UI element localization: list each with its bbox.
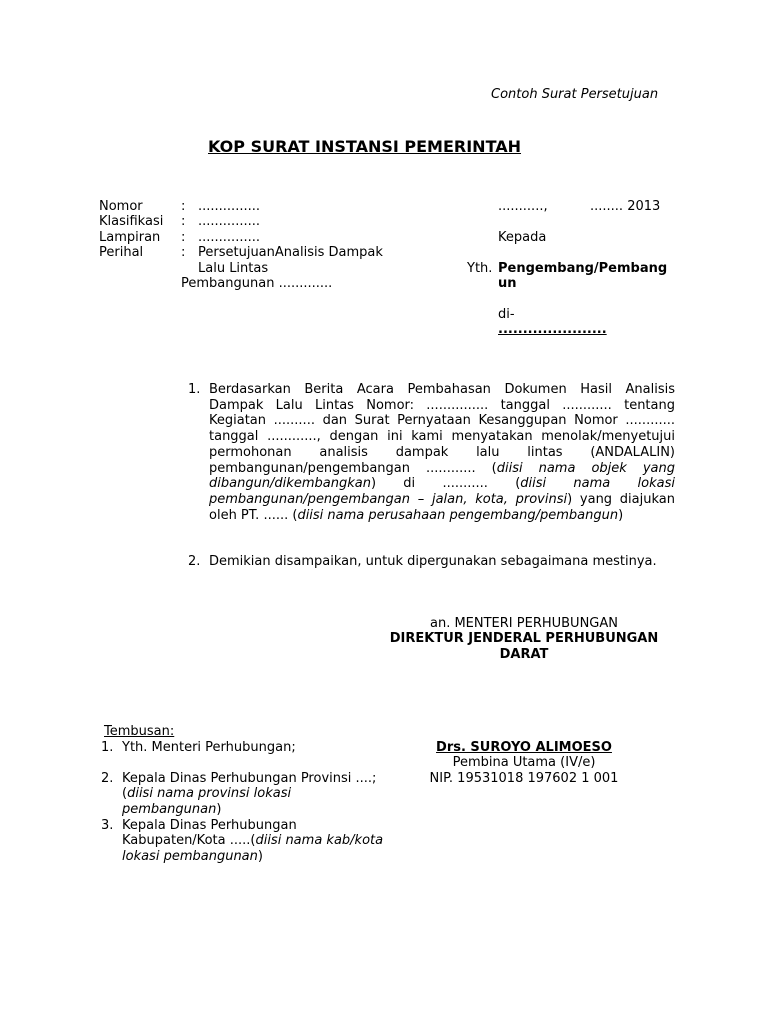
p1-text-f: diisi nama perusahaan pengembang/pembangun — [297, 507, 619, 523]
klasifikasi-value: ............... — [198, 214, 260, 229]
example-label: Contoh Surat Persetujuan — [491, 87, 659, 102]
tembusan-item2-number: 2. — [101, 771, 114, 786]
addressee-line2: un — [498, 276, 517, 291]
nomor-label: Nomor — [99, 199, 143, 214]
signatory-rank: Pembina Utama (IV/e) — [452, 755, 596, 770]
signature-position-line1: DIREKTUR JENDERAL PERHUBUNGAN — [389, 631, 659, 646]
tembusan-item3-line3-a: lokasi pembangunan — [122, 849, 258, 864]
tembusan-item2-line2-a: ( — [122, 786, 128, 801]
paragraph-1 — [209, 382, 675, 523]
di-place: ...................... — [498, 322, 607, 337]
kepada-label: Kepada — [498, 230, 547, 245]
paragraph-2-number: 2. — [188, 554, 201, 569]
tembusan-item2-line3-b: ) — [216, 802, 222, 817]
lampiran-value: ............... — [198, 230, 260, 245]
signature-position-line2: DARAT — [499, 647, 549, 662]
tembusan-item3-line3 — [122, 849, 263, 865]
date-place: ..........., — [498, 199, 548, 214]
p1-text-d: diisi nama lokasi pembangunan/pengembangan – jalan, kota, provinsi — [209, 476, 675, 507]
di-label: di- — [498, 307, 515, 322]
tembusan-item3-line2 — [122, 833, 383, 849]
tembusan-item2-line2-b: diisi nama provinsi lokasi — [127, 786, 292, 801]
yth-label: Yth. — [467, 261, 493, 276]
tembusan-item3-line1: Kepala Dinas Perhubungan — [122, 818, 297, 833]
paragraph-2 — [209, 554, 675, 570]
klasifikasi-colon: : — [181, 214, 186, 229]
tembusan-item3-number: 3. — [101, 818, 114, 833]
perihal-value-line2: Lalu Lintas — [198, 261, 269, 276]
tembusan-item2-line1: Kepala Dinas Perhubungan Provinsi ....; — [122, 771, 377, 786]
perihal-value-line3: Pembangunan ............. — [181, 276, 333, 291]
tembusan-item3-line2-b: diisi nama kab/kota — [255, 833, 384, 848]
tembusan-item2-line3 — [122, 802, 221, 818]
tembusan-item3-line2-a: Kabupaten/Kota .....( — [122, 833, 256, 848]
paragraph-1-number: 1. — [188, 382, 201, 397]
nomor-colon: : — [181, 199, 186, 214]
p1-text-b: diisi nama objek yang dibangun/dikembangkan — [209, 460, 675, 492]
p1-text-a: Berdasarkan Berita Acara Pembahasan Dokumen Hasil Analisis Dampak Lalu Lintas Nomor: ............... tanggal ............ tentang Kegiatan .......... dan Surat Pernyataan Kesanggupan Nomor ............ tanggal ............, dengan ini kami menyatakan menolak/menyetujui permohonan analisis dampak lalu lintas (ANDALALIN) pembangunan/pengembangan ............ ( — [209, 382, 675, 476]
signatory-nip: NIP. 19531018 197602 1 001 — [429, 771, 619, 786]
p1-text-e: ) yang diajukan oleh PT. ...... ( — [209, 491, 675, 523]
signatory-name: Drs. SUROYO ALIMOESO — [436, 740, 612, 755]
tembusan-item3-line3-b: ) — [257, 849, 263, 864]
perihal-value-line1: PersetujuanAnalisis Dampak — [198, 245, 383, 260]
signature-an: an. MENTERI PERHUBUNGAN — [429, 616, 618, 631]
nomor-value: ............... — [198, 199, 260, 214]
lampiran-label: Lampiran — [99, 230, 161, 245]
p1-text-g: ) — [618, 507, 624, 523]
tembusan-item2-line2 — [122, 786, 291, 802]
tembusan-item1-number: 1. — [101, 740, 114, 755]
lampiran-colon: : — [181, 230, 186, 245]
tembusan-item2-line3-a: pembangunan — [122, 802, 217, 817]
date-year: ........ 2013 — [590, 199, 661, 214]
perihal-colon: : — [181, 245, 186, 260]
tembusan-item1: Yth. Menteri Perhubungan; — [122, 740, 296, 755]
p1-text-c: ) di ........... ( — [370, 476, 521, 492]
tembusan-label: Tembusan: — [104, 724, 175, 739]
p2-text: Demikian disampaikan, untuk dipergunakan sebagaimana mestinya. — [209, 554, 657, 569]
addressee-line1: Pengembang/Pembang — [498, 261, 668, 276]
klasifikasi-label: Klasifikasi — [99, 214, 164, 229]
letterhead-title: KOP SURAT INSTANSI PEMERINTAH — [208, 137, 522, 156]
perihal-label: Perihal — [99, 245, 144, 260]
